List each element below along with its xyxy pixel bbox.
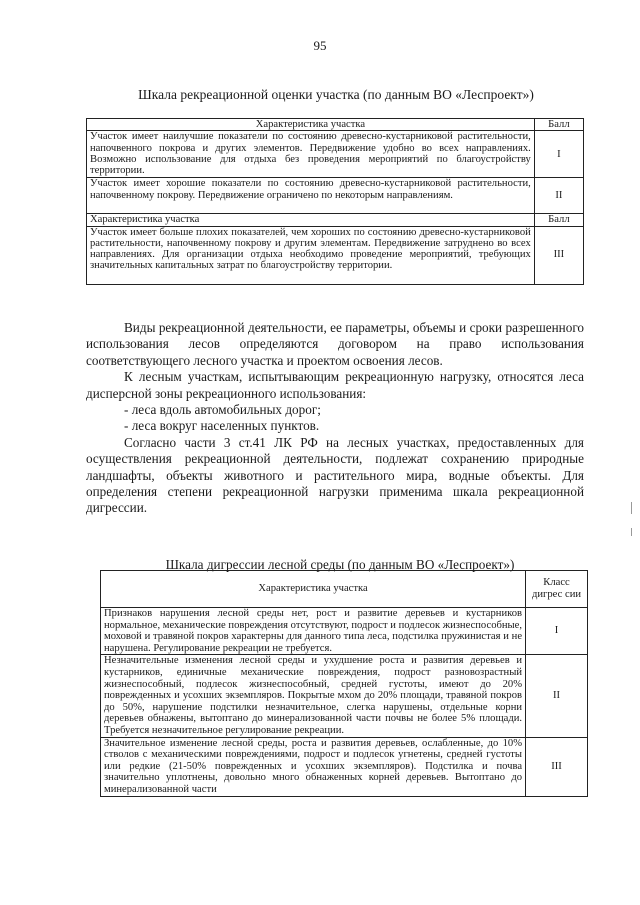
- page-number: 95: [313, 38, 327, 53]
- row-score: III: [534, 226, 583, 284]
- scan-margin-mark: [631, 528, 632, 536]
- list-item: - леса вокруг населенных пунктов.: [124, 418, 320, 434]
- table-header-row: [101, 571, 588, 608]
- table2-title: Шкала дигрессии лесной среды (по данным ВО «Леспроект»): [165, 557, 515, 572]
- table-row: [87, 178, 584, 214]
- table1-title: Шкала рекреационной оценки участка (по данным ВО «Леспроект»): [138, 87, 534, 102]
- scan-margin-mark: [631, 502, 632, 514]
- row-characteristic: Признаков нарушения лесной среды нет, рост и развитие деревьев и кустарников нормальное, механические повреждения отсутствуют, подрост и подлесок жизнеспособные, моховой и травяной покров характерны для данного типа леса, подстилка пружинистая и не нарушена. Регулирование рекреации не требуется.: [101, 608, 526, 655]
- row-score: I: [534, 131, 583, 178]
- row-class: I: [526, 608, 588, 655]
- row-characteristic: Участок имеет больше плохих показателей, чем хороших по состоянию древесно-кустарниковой растительности, напочвенному покрову и другим элементам. Передвижение затруднено во всех направлениях. Для организации отдыха необходимо проведение мероприятий, требующих значительных капитальных затрат по благоустройству территории.: [87, 226, 535, 284]
- row-characteristic: Значительное изменение лесной среды, роста и развития деревьев, ослабленные, до 10% стволов с механическими повреждениями, подрост и подлесок угнетены, средней густоты или редкие (21-50% поврежденных и усохших экземпляров). Подстилка и почва значительно уплотнены, довольно много обнаженных корней деревьев. Вытоптано до минерализованной части: [101, 737, 526, 796]
- table-header-row: [87, 119, 584, 131]
- row-class: II: [526, 655, 588, 737]
- paragraph: Виды рекреационной деятельности, ее параметры, объемы и сроки разрешенного использования лесов определяются договором на право использования соответствующего лесного участка и проектом освоения лесов.: [86, 320, 584, 368]
- row-characteristic: Участок имеет хорошие показатели по состоянию древесно-кустарниковой растительности, напочвенному покрову. Передвижение ограничено по некоторым направлениям.: [87, 178, 535, 214]
- table-row: [87, 226, 584, 284]
- table-row: [101, 737, 588, 796]
- row-score: II: [534, 178, 583, 214]
- list-item: - леса вдоль автомобильных дорог;: [124, 402, 321, 418]
- recreation-score-table: [86, 118, 584, 285]
- row-characteristic: Незначительные изменения лесной среды и ухудшение роста и развития деревьев и кустарников, единичные механические повреждения, подрост разновозрастный жизнеспособный, подлесок жизнеспособный, средней густоты, имеют до 20% поврежденных и усохших экземпляров. Покрытые мхом до 20% площади, травяной покров до 50%, нарушение подстилки незначительное, слегка нарушены, отдельные корни деревьев обнажены, вытоптано до минерализованной части почвы не более 5% площади. Требуется незначительное регулирование рекреации.: [101, 655, 526, 737]
- digression-scale-table: [100, 570, 588, 797]
- table-row: [101, 608, 588, 655]
- header-class: Класс дигрес сии: [526, 571, 588, 608]
- header-score: Балл: [534, 119, 583, 131]
- table-header-row: [87, 214, 584, 226]
- table-row: [101, 655, 588, 737]
- header-score: Балл: [534, 214, 583, 226]
- row-class: III: [526, 737, 588, 796]
- paragraph: К лесным участкам, испытывающим рекреационную нагрузку, относятся леса дисперсной зоны рекреационного использования:: [86, 369, 584, 401]
- paragraph: Согласно части 3 ст.41 ЛК РФ на лесных участках, предоставленных для осуществления рекреационной деятельности, подлежат сохранению природные ландшафты, объекты животного и растительного мира, водные объекты. Для определения степени рекреационной нагрузки применима шкала рекреационной дигрессии.: [86, 434, 584, 516]
- header-characteristic: Характеристика участка: [87, 119, 535, 131]
- row-characteristic: Участок имеет наилучшие показатели по состоянию древесно-кустарниковой растительности, напочвенного покрова и других элементов. Передвижение удобно во всех направлениях. Возможно использование для отдыха без проведения мероприятий по благоустройству территории.: [87, 131, 535, 178]
- header-characteristic: Характеристика участка: [87, 214, 535, 226]
- header-characteristic: Характеристика участка: [101, 571, 526, 608]
- body-text: [86, 320, 584, 517]
- table-row: [87, 131, 584, 178]
